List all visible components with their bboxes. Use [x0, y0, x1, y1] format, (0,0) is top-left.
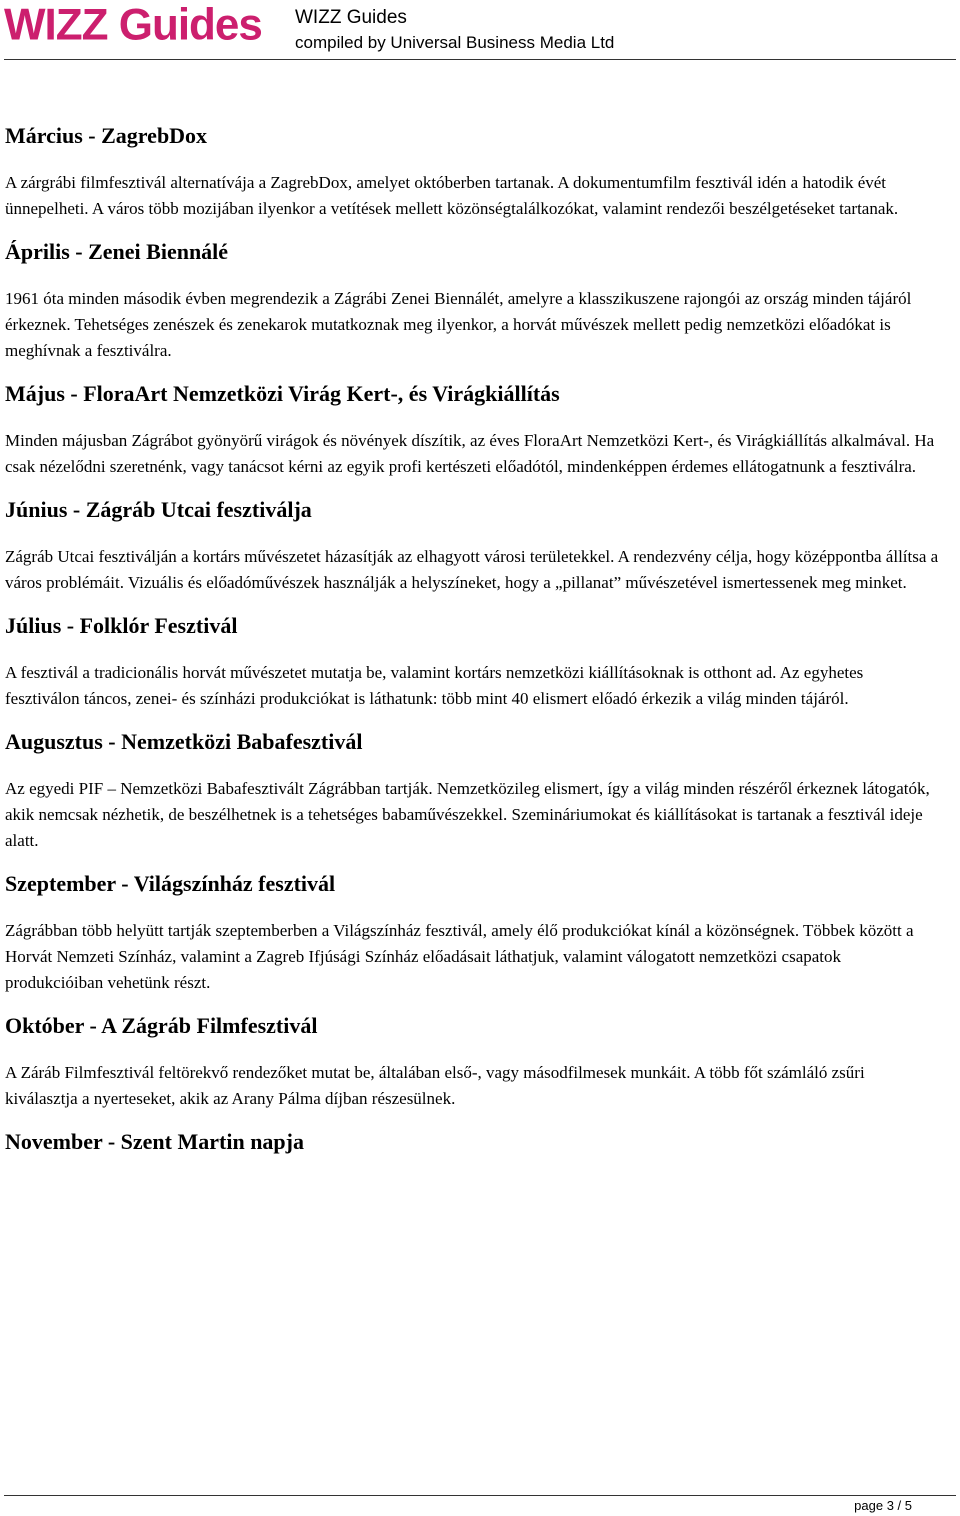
- page-header: [0, 0, 960, 62]
- section-paragraph: Az egyedi PIF – Nemzetközi Babafesztivált Zágrábban tartják. Nemzetközileg elismert, így a világ minden részéről érkeznek látogatók, akik nemcsak nézhetik, de beszélhetnek is a tehetséges babaművészekkel. Szemináriumokat és kiállításokat is tartanak a fesztivál ideje alatt.: [5, 779, 930, 850]
- section-november: [5, 1125, 940, 1176]
- section-paragraph: Zágráb Utcai fesztiválján a kortárs művészetet házasítják az elhagyott városi területekkel. A rendezvény célja, hogy középpontba állítsa a város problémáit. Vizuális és előadóművészek használják a helyszíneket, hogy a „pillanat” művészetével ismertessenek meg minket.: [5, 547, 939, 592]
- section-szeptember: [5, 867, 940, 1009]
- section-paragraph: A fesztivál a tradicionális horvát művészetet mutatja be, valamint kortárs nemzetközi kiállításoknak is otthont ad. Az egyhetes fesztiválon táncos, zenei- és színházi produkciókat is láthatunk: több mint 40 elismert előadó érkezik a világ minden tájáról.: [5, 663, 864, 708]
- wizz-guides-logo: WIZZ Guides: [4, 0, 262, 50]
- section-heading: Április - Zenei Biennálé: [5, 239, 229, 264]
- section-heading: Október - A Zágráb Filmfesztivál: [5, 1013, 318, 1038]
- section-heading: Március - ZagrebDox: [5, 123, 208, 148]
- header-title: WIZZ Guides: [295, 7, 407, 28]
- section-aprilis: [5, 235, 940, 377]
- section-majus: [5, 377, 940, 493]
- section-paragraph: A zárgrábi filmfesztivál alternatívája a ZagrebDox, amelyet októberben tartanak. A dokumentumfilm fesztivál idén a hatodik évét ünnepelheti. A város több mozijában ilyenkor a vetítések mellett közönségtalálkozókat, valamint rendezői beszélgetéseket tartanak.: [5, 173, 899, 218]
- footer-divider: [4, 1495, 956, 1496]
- document-body: [5, 119, 940, 1176]
- header-subtitle: compiled by Universal Business Media Ltd: [295, 33, 615, 52]
- section-paragraph: Zágrábban több helyütt tartják szeptemberben a Világszínház fesztivál, amely élő produkciókat kínál a közönségnek. Többek között a Horvát Nemzeti Színház, valamint a Zagreb Ifjúsági Színház előadásait láthatjuk, valamint válogatott nemzetközi csapatok produkcióiban vehetünk részt.: [5, 921, 914, 992]
- section-heading: November - Szent Martin napja: [5, 1129, 304, 1154]
- section-heading: Június - Zágráb Utcai fesztiválja: [5, 497, 312, 522]
- section-paragraph: A Záráb Filmfesztivál feltörekvő rendezőket mutat be, általában első-, vagy másodfilmesek munkáit. A több főt számláló zsűri kiválasztja a nyerteseket, akik az Arany Pálma díjban részesülnek.: [5, 1063, 865, 1108]
- section-heading: Május - FloraArt Nemzetközi Virág Kert-, és Virágkiállítás: [5, 381, 560, 406]
- section-junius: [5, 493, 940, 609]
- section-oktober: [5, 1009, 940, 1125]
- section-heading: Szeptember - Világszínház fesztivál: [5, 871, 336, 896]
- section-julius: [5, 609, 940, 725]
- section-paragraph: Minden májusban Zágrábot gyönyörű virágok és növények díszítik, az éves FloraArt Nemzetközi Kert-, és Virágkiállítás alkalmával. Ha csak nézelődni szeretnénk, vagy tanácsot kérni az egyik profi kertészeti előadótól, mindenképpen érdemes ellátogatnunk a fesztiválra.: [5, 431, 935, 476]
- section-paragraph: 1961 óta minden második évben megrendezik a Zágrábi Zenei Biennálét, amelyre a klasszikuszene rajongói az ország minden tájáról érkeznek. Tehetséges zenészek és zenekarok mutatkoznak meg ilyenkor, a horvát művészek mellett pedig nemzetközi előadókat is meghívnak a fesztiválra.: [5, 289, 912, 360]
- section-heading: Július - Folklór Fesztivál: [5, 613, 238, 638]
- header-divider: [4, 59, 956, 60]
- section-augusztus: [5, 725, 940, 867]
- section-marcius: [5, 119, 940, 235]
- section-heading: Augusztus - Nemzetközi Babafesztivál: [5, 729, 363, 754]
- page-number: page 3 / 5: [854, 1498, 912, 1513]
